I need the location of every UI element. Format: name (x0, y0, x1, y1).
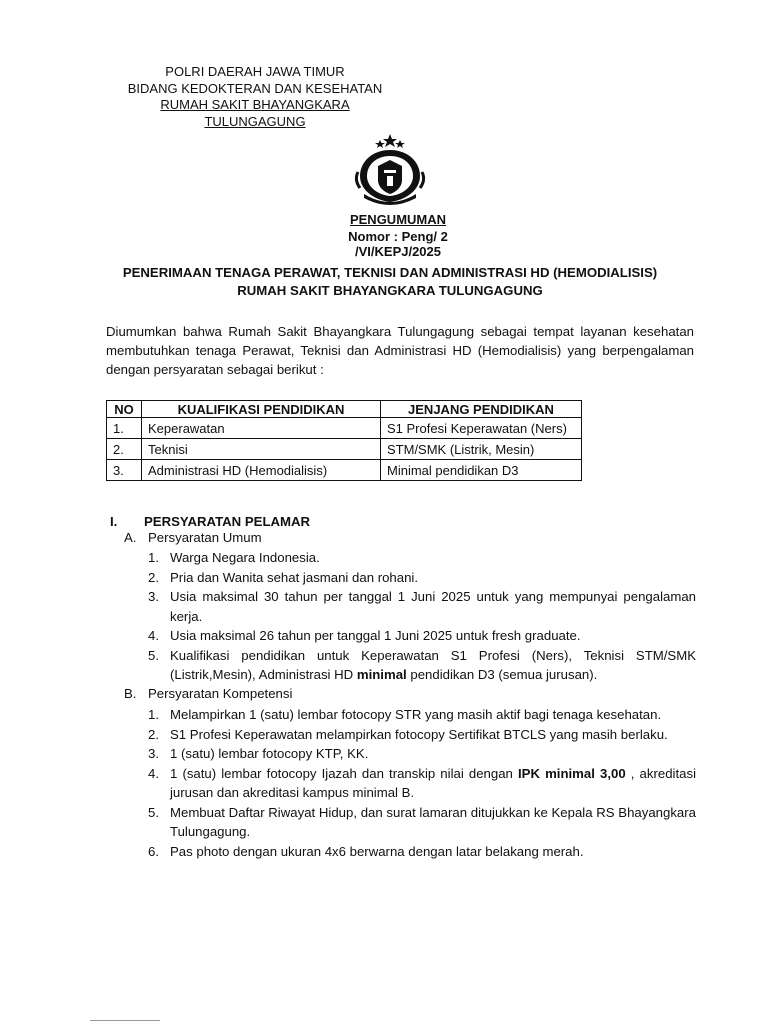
list-item-number: 5. (148, 647, 159, 663)
subsection-heading-a (124, 530, 262, 545)
list-item-text: Membuat Daftar Riwayat Hidup, dan surat lamaran ditujukkan ke Kepala RS Bhayangkara Tulungagung. (170, 804, 696, 839)
list-item-text-part: , akreditasi jurusan dan akreditasi kampus minimal B. (170, 765, 697, 800)
list-item-text: S1 Profesi Keperawatan melampirkan fotocopy Sertifikat BTCLS yang masih berlaku. (170, 726, 668, 742)
list-item (148, 842, 696, 862)
list-item (148, 744, 696, 764)
list-item-text-part: 1 (satu) lembar fotocopy Ijazah dan transkip nilai dengan (170, 765, 518, 781)
table-cell-no: 1. (107, 418, 142, 439)
list-item-text: Usia maksimal 30 tahun per tanggal 1 Juni 2025 untuk yang mempunyai pengalaman kerja. (170, 589, 696, 624)
qualification-table (106, 400, 582, 481)
list-item-emphasis: minimal (356, 667, 407, 682)
section-number: I. (110, 514, 118, 529)
letterhead-line-1: POLRI DAERAH JAWA TIMUR (165, 64, 345, 79)
list-item-number: 3. (148, 589, 159, 604)
intro-paragraph: Diumumkan bahwa Rumah Sakit Bhayangkara Tulungagung sebagai tempat layanan kesehatan membutuhkan tenaga Perawat, Teknisi dan Administrasi HD (Hemodialisis) yang berpengalaman dengan persyaratan sebagai berikut : (106, 324, 694, 377)
general-requirements-list (148, 548, 696, 685)
list-item (148, 803, 696, 842)
list-item-number: 6. (148, 843, 159, 859)
table-header-no: NO (107, 401, 142, 418)
letterhead (110, 64, 400, 130)
page-edge-mark (90, 1020, 160, 1021)
subsection-label: A. (124, 530, 137, 545)
list-item-number: 4. (148, 765, 159, 781)
headline-line-1: PENERIMAAN TENAGA PERAWAT, TEKNISI DAN ADMINISTRASI HD (HEMODIALISIS) (122, 265, 658, 280)
list-item (148, 646, 696, 685)
subsection-title: Persyaratan Kompetensi (148, 686, 293, 701)
list-item-text: 1 (satu) lembar fotocopy KTP, KK. (170, 746, 369, 761)
list-item (148, 764, 696, 803)
list-item-text (170, 764, 696, 803)
table-cell-jenjang: S1 Profesi Keperawatan (Ners) (381, 418, 582, 439)
table-cell-kualifikasi: Teknisi (142, 439, 381, 460)
list-item (148, 587, 696, 626)
list-item-text-part: pendidikan D3 (semua jurusan). (406, 667, 598, 682)
list-item-number: 2. (148, 569, 159, 585)
headline-line-2: RUMAH SAKIT BHAYANGKARA TULUNGAGUNG (237, 283, 543, 298)
table-cell-no: 3. (107, 460, 142, 481)
announcement-title: PENGUMUMAN (349, 212, 447, 227)
announcement-headline (100, 264, 680, 300)
subsection-title: Persyaratan Umum (148, 530, 262, 545)
section-title: PERSYARATAN PELAMAR (144, 514, 311, 529)
list-item-text: Pria dan Wanita sehat jasmani dan rohani. (170, 569, 419, 585)
table-cell-kualifikasi: Administrasi HD (Hemodialisis) (142, 460, 381, 481)
table-row (107, 418, 582, 439)
section-heading (110, 512, 310, 531)
table-cell-jenjang: Minimal pendidikan D3 (381, 460, 582, 481)
list-item (148, 725, 696, 745)
list-item-number: 4. (148, 628, 159, 643)
table-header-row (107, 401, 582, 418)
table-header-jenjang: JENJANG PENDIDIKAN (381, 401, 582, 418)
subsection-heading-b (124, 686, 292, 701)
list-item (148, 626, 696, 646)
list-item-number: 2. (148, 726, 159, 742)
list-item-text: Usia maksimal 26 tahun per tanggal 1 Juni 2025 untuk fresh graduate. (170, 628, 581, 643)
table-row (107, 439, 582, 460)
list-item-text: Melampirkan 1 (satu) lembar fotocopy STR yang masih aktif bagi tenaga kesehatan. (170, 707, 662, 722)
list-item-text: Warga Negara Indonesia. (170, 550, 320, 565)
competency-requirements-list (148, 705, 696, 861)
table-cell-no: 2. (107, 439, 142, 460)
list-item-text: Pas photo dengan ukuran 4x6 berwarna dengan latar belakang merah. (170, 843, 584, 859)
list-item-text (170, 646, 696, 685)
table-cell-jenjang: STM/SMK (Listrik, Mesin) (381, 439, 582, 460)
list-item-number: 3. (148, 746, 159, 761)
list-item-emphasis: IPK minimal 3,00 (517, 765, 626, 781)
list-item-number: 1. (148, 550, 159, 565)
table-row (107, 460, 582, 481)
letterhead-line-2: BIDANG KEDOKTERAN DAN KESEHATAN (127, 80, 383, 96)
list-item-number: 1. (148, 707, 159, 722)
table-header-kualifikasi: KUALIFIKASI PENDIDIKAN (142, 401, 381, 418)
subsection-label: B. (124, 686, 137, 701)
letterhead-line-3: RUMAH SAKIT BHAYANGKARA TULUNGAGUNG (160, 97, 350, 129)
list-item (148, 705, 696, 725)
announcement-number: Nomor : Peng/ 2 /VI/KEPJ/2025 (348, 229, 448, 259)
police-crest-icon (350, 132, 430, 208)
list-item-number: 5. (148, 804, 159, 820)
list-item (148, 548, 696, 568)
list-item-text-part: Kualifikasi pendidikan untuk Keperawatan S1 Profesi (Ners), Teknisi STM/SMK (Listrik,Mesin), Administrasi HD (170, 647, 696, 682)
list-item (148, 568, 696, 588)
table-cell-kualifikasi: Keperawatan (142, 418, 381, 439)
